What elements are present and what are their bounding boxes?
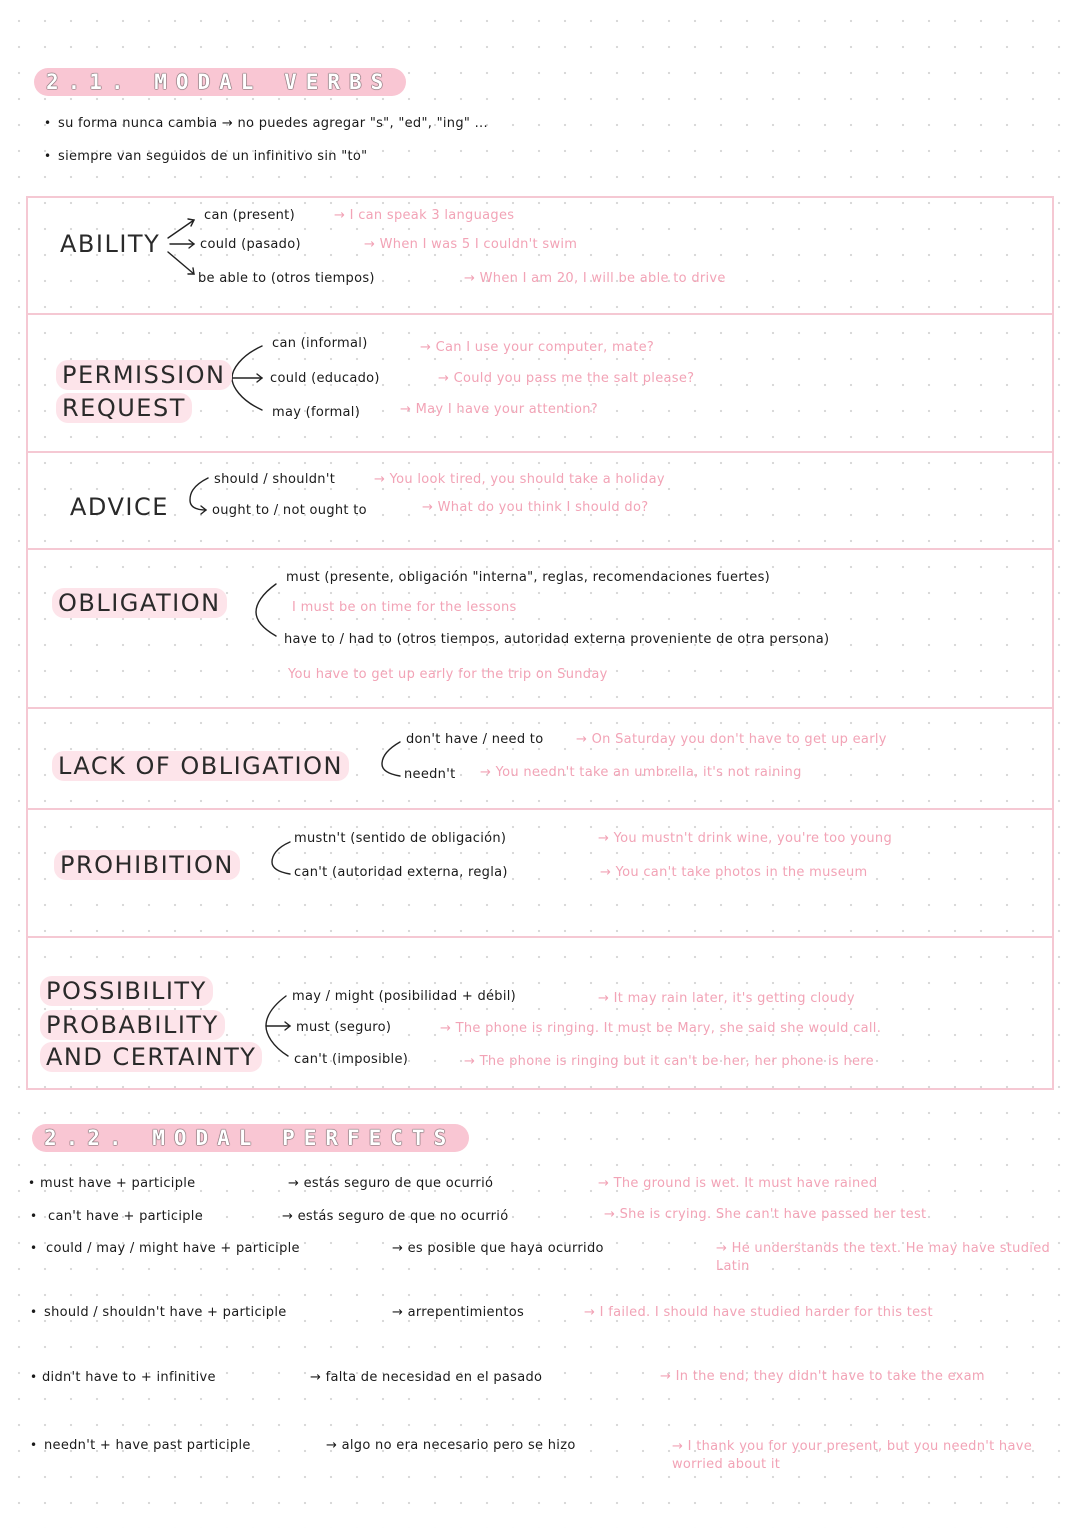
- prohibition-example-mustnt: → You mustn't drink wine, you're too young: [598, 831, 892, 846]
- bullet-dot: •: [28, 1176, 36, 1190]
- lack-form-neednt: needn't: [404, 767, 456, 782]
- perfect-meaning-cant-have: → estás seguro de que no ocurrió: [282, 1209, 509, 1224]
- perfect-example-could-have: → He understands the text. He may have studied Latin: [716, 1241, 1051, 1274]
- perfect-meaning-must-have: → estás seguro de que ocurrió: [288, 1176, 494, 1191]
- bullet-dot: •: [30, 1305, 38, 1319]
- bullet-dot: •: [30, 1370, 38, 1384]
- bullet-dot: •: [30, 1209, 38, 1223]
- category-lack-of-obligation: LACK OF OBLIGATION: [52, 751, 349, 781]
- obligation-example-have-to: You have to get up early for the trip on Sunday: [288, 667, 608, 682]
- perfect-meaning-neednt-have: → algo no era necesario pero se hizo: [326, 1438, 576, 1453]
- perfect-meaning-could-have: → es posible que haya ocurrido: [392, 1241, 604, 1256]
- perfect-example-didnt-have-to: → In the end, they didn't have to take the exam: [660, 1369, 985, 1384]
- bullet-dot: •: [44, 149, 52, 163]
- note-form-never-changes: su forma nunca cambia → no puedes agregar "s", "ed", "ing" ...: [58, 116, 488, 131]
- possibility-form-must: must (seguro): [296, 1020, 392, 1035]
- category-obligation: OBLIGATION: [52, 588, 227, 618]
- obligation-form-have-to: have to / had to (otros tiempos, autoridad externa proveniente de otra persona): [284, 632, 830, 647]
- possibility-example-may: → It may rain later, it's getting cloudy: [598, 991, 855, 1006]
- category-certainty: AND CERTAINTY: [40, 1042, 262, 1072]
- lack-example-dont-have: → On Saturday you don't have to get up early: [576, 732, 887, 747]
- note-followed-by-infinitive: siempre van seguidos de un infinitivo sin "to": [58, 149, 368, 164]
- ability-example-could: → When I was 5 I couldn't swim: [364, 237, 578, 252]
- perfect-form-should-have: should / shouldn't have + participle: [44, 1305, 287, 1320]
- prohibition-form-mustnt: mustn't (sentido de obligación): [294, 831, 507, 846]
- permission-example-may: → May I have your attention?: [400, 402, 598, 417]
- possibility-form-may: may / might (posibilidad + débil): [292, 989, 517, 1004]
- obligation-form-must: must (presente, obligación "interna", reglas, recomendaciones fuertes): [286, 570, 771, 585]
- category-request: REQUEST: [56, 393, 192, 423]
- category-permission: PERMISSION: [56, 360, 232, 390]
- permission-form-may: may (formal): [272, 405, 361, 420]
- category-possibility: POSSIBILITY: [40, 976, 213, 1006]
- section-title-modal-verbs: 2.1. MODAL VERBS: [34, 68, 406, 96]
- ability-example-be-able-to: → When I am 20, I will be able to drive: [464, 271, 726, 286]
- ability-example-can: → I can speak 3 languages: [334, 208, 515, 223]
- permission-form-can: can (informal): [272, 336, 368, 351]
- permission-form-could: could (educado): [270, 371, 380, 386]
- perfect-example-should-have: → I failed. I should have studied harder for this test: [584, 1305, 933, 1320]
- ability-form-could: could (pasado): [200, 237, 301, 252]
- category-prohibition: PROHIBITION: [54, 850, 240, 880]
- bullet-dot: •: [30, 1241, 38, 1255]
- advice-example-ought-to: → What do you think I should do?: [422, 500, 649, 515]
- bullet-dot: •: [30, 1438, 38, 1452]
- category-probability: PROBABILITY: [40, 1010, 225, 1040]
- perfect-meaning-didnt-have-to: → falta de necesidad en el pasado: [310, 1370, 543, 1385]
- lack-example-neednt: → You needn't take an umbrella, it's not raining: [480, 765, 802, 780]
- perfect-example-must-have: → The ground is wet. It must have rained: [598, 1176, 878, 1191]
- permission-example-can: → Can I use your computer, mate?: [420, 340, 655, 355]
- advice-form-should: should / shouldn't: [214, 472, 336, 487]
- possibility-example-must: → The phone is ringing. It must be Mary, she said she would call.: [440, 1021, 882, 1036]
- lack-form-dont-have: don't have / need to: [406, 732, 544, 747]
- permission-example-could: → Could you pass me the salt please?: [438, 371, 695, 386]
- possibility-example-cant: → The phone is ringing but it can't be her, her phone is here: [464, 1054, 874, 1069]
- ability-form-be-able-to: be able to (otros tiempos): [198, 271, 375, 286]
- prohibition-form-cant: can't (autoridad externa, regla): [294, 865, 508, 880]
- perfect-form-could-have: could / may / might have + participle: [46, 1241, 300, 1256]
- perfect-example-neednt-have: → I thank you for your present, but you needn't have worried about it: [672, 1439, 1033, 1472]
- bullet-dot: •: [44, 116, 52, 130]
- perfect-form-must-have: must have + participle: [40, 1176, 196, 1191]
- perfect-form-neednt-have: needn't + have past participle: [44, 1438, 251, 1453]
- category-ability: ABILITY: [60, 230, 161, 258]
- ability-form-can: can (present): [204, 208, 295, 223]
- advice-example-should: → You look tired, you should take a holiday: [374, 472, 665, 487]
- perfect-example-cant-have: → She is crying. She can't have passed her test: [604, 1207, 927, 1222]
- perfect-form-cant-have: can't have + participle: [48, 1209, 204, 1224]
- obligation-example-must: I must be on time for the lessons: [292, 600, 517, 615]
- category-advice: ADVICE: [70, 493, 169, 521]
- perfect-form-didnt-have-to: didn't have to + infinitive: [42, 1370, 216, 1385]
- section-title-modal-perfects: 2.2. MODAL PERFECTS: [32, 1124, 469, 1152]
- advice-form-ought-to: ought to / not ought to: [212, 503, 367, 518]
- possibility-form-cant: can't (imposible): [294, 1052, 409, 1067]
- perfect-meaning-should-have: → arrepentimientos: [392, 1305, 525, 1320]
- prohibition-example-cant: → You can't take photos in the museum: [600, 865, 868, 880]
